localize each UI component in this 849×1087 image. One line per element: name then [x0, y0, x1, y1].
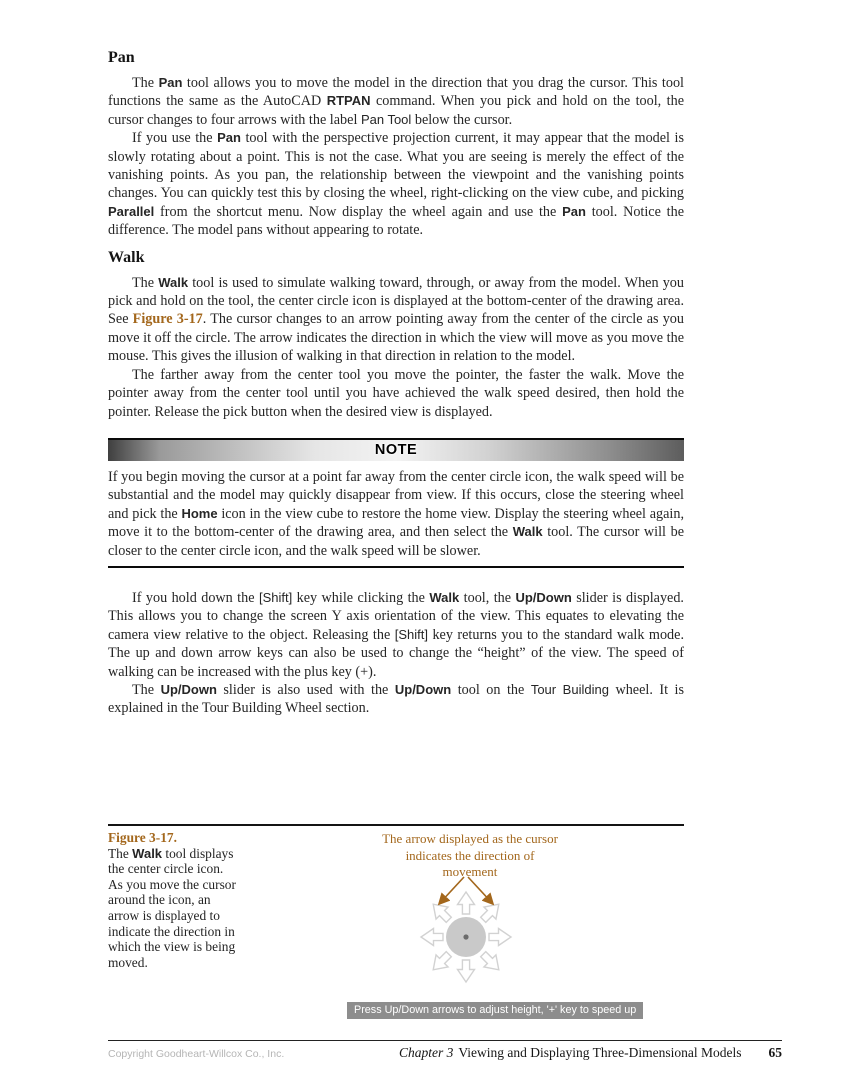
figure-reference: Figure 3-17	[132, 311, 203, 328]
chapter-title: Viewing and Displaying Three-Dimensional Models	[458, 1045, 742, 1060]
text-run: tool, the	[459, 589, 516, 606]
text-run: tool with the perspective projection current, it may appear that the model is slowly rotating about a point. This is not the case. What you are seeing is merely the effect of the vanishing points. As you pan, the relationship between the viewpoint and the vanishing points changes. You can quickly test this by closing the wheel, right-clicking on the view cube, and picking	[108, 130, 684, 202]
text-run: tool. Notice the difference. The model pans without appearing to rotate.	[108, 203, 684, 239]
text-run: command. When you pick and hold on the tool, the cursor changes to four arrows with the label	[108, 93, 684, 128]
text-run: Walk	[429, 589, 460, 605]
paragraph	[108, 274, 684, 366]
text-run: Walk	[158, 274, 189, 290]
text-run: RTPAN	[326, 93, 371, 109]
text-run: Pan	[562, 203, 586, 219]
center-dot	[463, 934, 468, 939]
text-run: tool displays the center circle icon. As you move the cursor around the icon, an arrow is displayed to indicate the direction in which the view is being moved.	[108, 845, 236, 970]
walk-center-circle-icon	[388, 866, 548, 988]
text-run: tool allows you to move the model in the direction that you drag the cursor. This tool functions the same as the AutoCAD	[108, 75, 685, 110]
text-run: Up/Down	[515, 589, 572, 605]
arrow-right-icon	[489, 929, 511, 946]
figure-top-rule	[108, 824, 684, 826]
text-run: slider is displayed. This allows you to change the screen Y axis orientation of the view. This equates to elevating the camera view relative to the object. Releasing the	[108, 589, 684, 643]
paragraph	[108, 129, 684, 239]
text-run: The	[132, 75, 159, 91]
text-run: The	[132, 274, 159, 291]
arrow-down-right-icon	[477, 948, 505, 976]
paragraph	[108, 681, 684, 718]
page-number: 65	[768, 1045, 782, 1060]
note-box	[108, 438, 684, 568]
text-run: The	[108, 845, 133, 861]
copyright-text: Copyright Goodheart-Willcox Co., Inc.	[108, 1048, 285, 1060]
text-run: wheel. It is explained in the Tour Building Wheel section.	[108, 681, 685, 717]
arrow-left-icon	[421, 929, 443, 946]
chapter-label: Chapter 3	[398, 1045, 454, 1060]
text-run: If you begin moving the cursor at a point far away from the center circle icon, the walk speed will be substantial and the model may quickly disappear from view. If this occurs, close the steering wheel and pick the	[108, 468, 684, 522]
text-run: Parallel	[108, 203, 155, 219]
figure-caption	[108, 830, 236, 970]
arrow-up-icon	[458, 892, 475, 914]
note-body	[108, 468, 684, 560]
section-heading-walk: Walk	[108, 248, 145, 266]
note-label: NOTE	[374, 441, 418, 458]
text-run: The	[132, 681, 161, 698]
text-run: key returns you to the standard walk mode. The up and down arrow keys can also be used to change the “height” of the view. The speed of walking can be increased with the plus key (+).	[108, 626, 684, 680]
text-run: If you use the	[132, 130, 218, 147]
text-run: from the shortcut menu. Now display the wheel again and use the	[154, 203, 563, 220]
figure-caption-title: Figure 3-17.	[108, 830, 177, 845]
text-run: [Shift]	[394, 626, 428, 642]
figure-annotation: The arrow displayed as the cursor indicates the direction of movement	[382, 831, 558, 879]
paragraph	[108, 74, 684, 129]
arrow-down-left-icon	[427, 948, 455, 976]
text-run: slider is also used with the	[216, 681, 395, 698]
text-run: The farther away from the center tool you move the pointer, the faster the walk. Move the pointer away from the center tool until you have achieved the walk speed desired, then hold the pointer. Release the pick button when the desired view is displayed.	[108, 366, 684, 420]
text-run: tool is used to simulate walking toward, through, or away from the model. When you pick and hold on the tool, the center circle icon is displayed at the bottom-center of the drawing area. See	[108, 274, 684, 328]
text-run: Walk	[132, 845, 163, 861]
running-footer	[399, 1045, 782, 1061]
sections	[108, 49, 684, 421]
section-heading-pan: Pan	[108, 49, 135, 66]
arrow-down-icon	[458, 960, 475, 982]
figure-caption-body	[108, 846, 236, 970]
paragraph	[108, 589, 684, 681]
note-bottom-rule	[108, 566, 684, 568]
figure-status-bar: Press Up/Down arrows to adjust height, '+' key to speed up	[347, 1002, 643, 1019]
text-run: Pan	[217, 130, 241, 146]
note-header-bar	[108, 438, 684, 461]
text-run: Up/Down	[160, 681, 217, 697]
paragraph	[108, 366, 684, 421]
main-text-column	[108, 0, 684, 718]
text-run: [Shift]	[258, 589, 293, 605]
footer-rule	[108, 1040, 782, 1041]
text-run: key while clicking the	[292, 589, 430, 606]
text-run: Tour Building	[530, 681, 609, 697]
text-run: Home	[181, 505, 218, 521]
text-run: Walk	[512, 524, 543, 540]
text-run: icon in the view cube to restore the home view. Display the steering wheel again, move it to the bottom-center of the drawing area, and then select the	[108, 505, 684, 541]
text-run: Pan	[158, 75, 183, 90]
text-run: . The cursor changes to an arrow pointing away from the center of the circle as you move it off the circle. The arrow indicates the direction in which the view will move as you move the mouse. This gives the illusion of walking in that direction in relation to the model.	[108, 311, 684, 365]
text-run: Pan Tool	[360, 111, 412, 127]
text-run: tool on the	[451, 681, 531, 698]
text-run: Up/Down	[394, 681, 452, 697]
post-note-paragraphs	[108, 589, 684, 718]
text-run: below the cursor.	[411, 111, 513, 128]
page-footer	[108, 1045, 782, 1061]
text-run: tool. The cursor will be closer to the center circle icon, and the walk speed will be slower.	[108, 524, 684, 559]
text-run: If you hold down the	[132, 589, 259, 606]
